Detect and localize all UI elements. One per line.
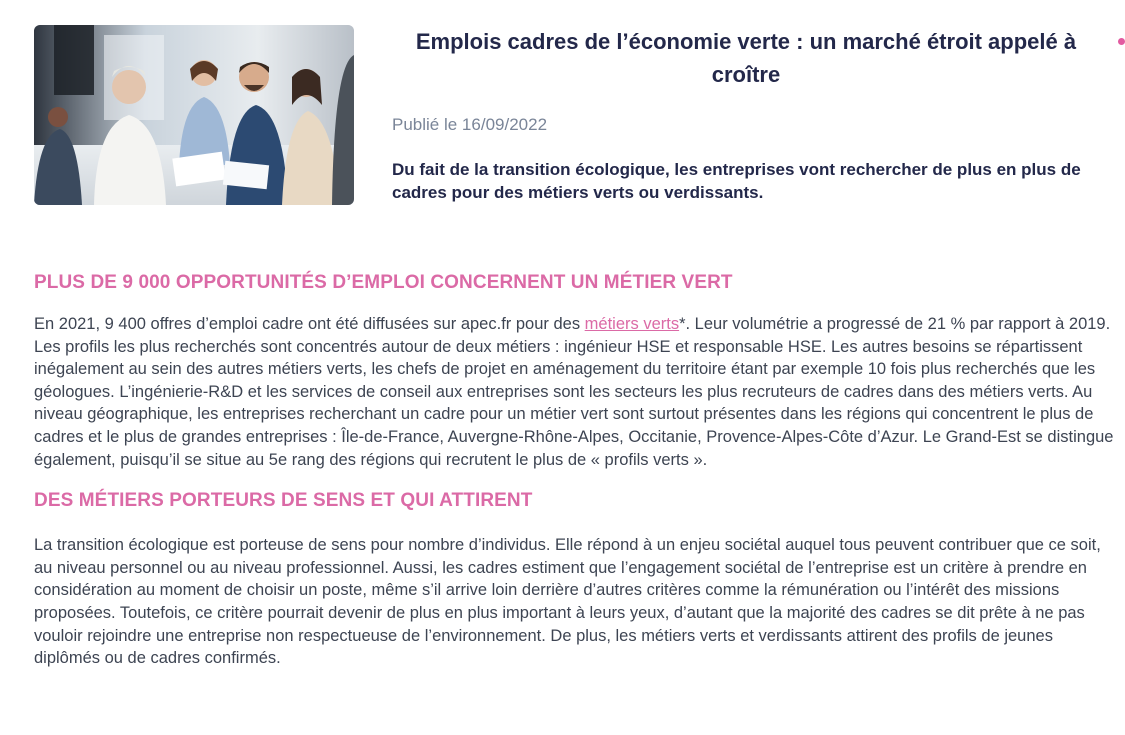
section-paragraph-meaning: La transition écologique est porteuse de sens pour nombre d’individus. Elle répond à un enjeu sociétal auquel tous peuvent contribuer que ce soit, au niveau personnel ou au niveau professionnel. Aussi, les cadres estiment que l’engagement sociétal de l’entreprise est un critère à prendre en considération au moment de choisir un poste, même s’il arrive loin derrière d’autres critères comme la rémunération ou l’intérêt des missions proposées. Toutefois, ce critère pourrait devenir de plus en plus important à leurs yeux, d’autant que la majorité des cadres se dit prête à ne pas vouloir rejoindre une entreprise non respectueuse de l’environnement. De plus, les métiers verts et verdissants attirent des profils de jeunes diplômés ou de cadres confirmés. (34, 536, 1101, 668)
article-body (34, 270, 1114, 670)
article-lead: Du fait de la transition écologique, les entreprises vont rechercher de plus en plus de cadres pour des métiers verts ou verdissants. (392, 160, 1081, 202)
pink-dot-marker (1118, 38, 1125, 45)
team-meeting-photo (34, 25, 354, 205)
section-heading-meaning: DES MÉTIERS PORTEURS DE SENS ET QUI ATTIRENT (34, 490, 533, 512)
publish-date: Publié le 16/09/2022 (392, 115, 548, 134)
section-heading-opportunities: PLUS DE 9 000 OPPORTUNITÉS D’EMPLOI CONCERNENT UN MÉTIER VERT (34, 272, 733, 293)
paragraph-text-before-link: En 2021, 9 400 offres d’emploi cadre ont été diffusées sur apec.fr pour des (34, 315, 585, 333)
paragraph-text-after-link: *. Leur volumétrie a progressé de 21 % par rapport à 2019. Les profils les plus recherchés sont concentrés autour de deux métiers : ingénieur HSE et responsable HSE. Les autres besoins se répartissent inégalement au sein des autres métiers verts, les chefs de projet en aménagement du territoire étant par exemple 10 fois plus recherchés que les géologues. L’ingénierie-R&D et les services de conseil aux entreprises sont les secteurs les plus recruteurs de cadres dans des métiers verts. Au niveau géographique, les entreprises recherchant un cadre pour un métier vert sont surtout présentes dans les régions qui concentrent le plus de cadres et le plus de grandes entreprises : Île-de-France, Auvergne-Rhône-Alpes, Occitanie, Provence-Alpes-Côte d’Azur. Le Grand-Est se distingue également, puisqu’il se situe au 5e rang des régions qui recrutent le plus de « profils verts ». (34, 315, 1114, 469)
article-header (392, 25, 1092, 204)
article-title: Emplois cadres de l’économie verte : un marché étroit appelé à croître (415, 29, 1077, 87)
section-paragraph-opportunities (34, 313, 1114, 471)
metiers-verts-link[interactable]: métiers verts (584, 315, 680, 333)
article-hero-image (34, 25, 354, 205)
